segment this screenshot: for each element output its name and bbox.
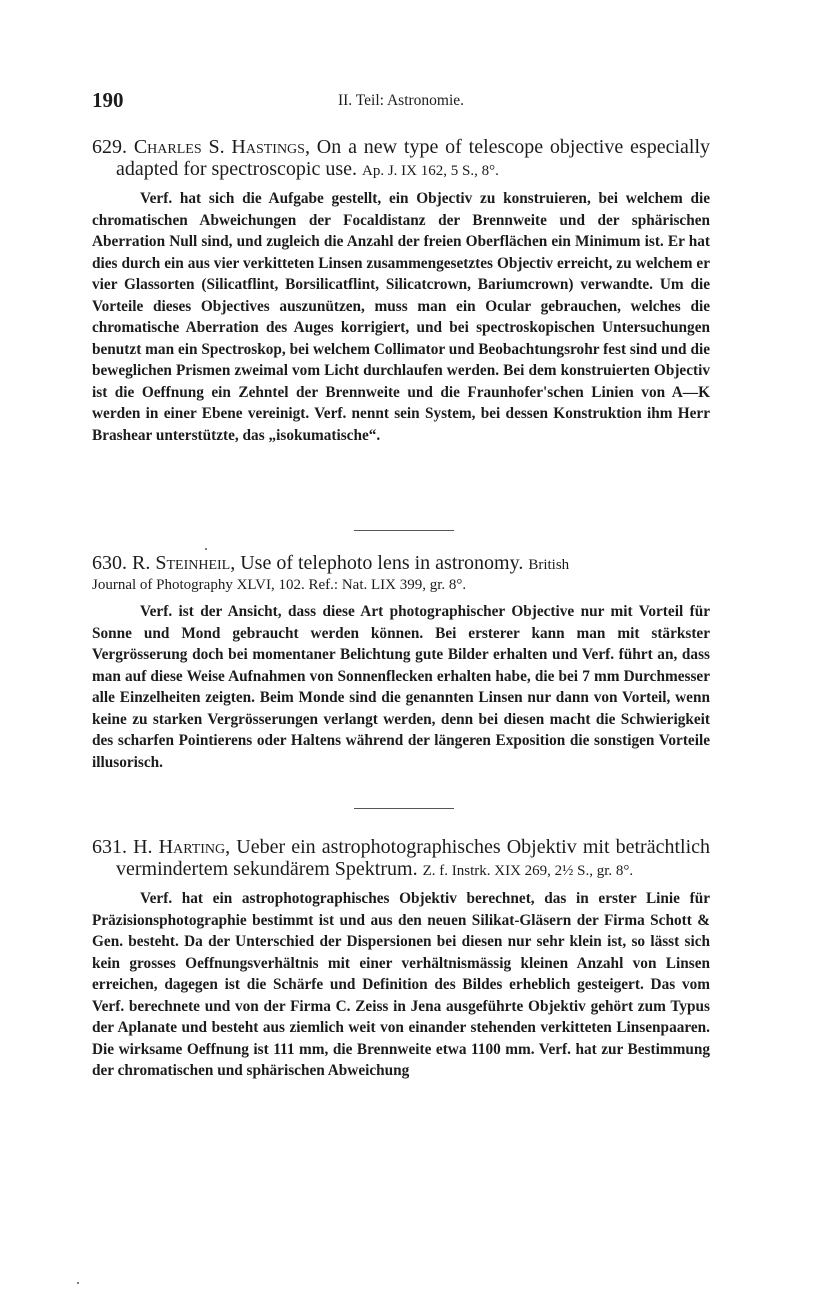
running-head: II. Teil: Astronomie. [337, 92, 465, 109]
entry-title: Use of telephoto lens in astronomy. [240, 552, 524, 574]
entry-title: Ueber ein astrophotographisches Objektiv mit beträchtlich vermindertem sekundärem Spektrum. [116, 836, 710, 880]
entry-630 [92, 552, 710, 773]
entry-heading [92, 552, 710, 595]
print-speck [205, 548, 207, 550]
entry-author: Charles S. Hastings, [133, 136, 310, 158]
print-speck [77, 1282, 79, 1284]
entry-629 [92, 136, 710, 446]
entry-heading [92, 136, 710, 182]
entry-author: H. Harting, [133, 836, 231, 858]
entry-abstract: Verf. hat ein astrophotographisches Objektiv berechnet, das in erster Linie für Präzisionsphotographie bestimmt ist und aus den neuen Silikat-Gläsern der Firma Schott & Gen. besteht. Da der Unterschied der Dispersionen bei diesen nur sehr klein ist, so lässt sich kein grosses Oeffnungsverhältnis mit einer verhältnismässig kleinen Anzahl von Linsen erreichen, dagegen ist die Schärfe und Definition des Bildes erheblich gesteigert. Das vom Verf. berechnete und von der Firma C. Zeiss in Jena ausgeführte Objektiv gehört zum Typus der Aplanate und besteht aus ziemlich weit von einander stehenden verkitteten Linsenpaaren. Die wirksame Oeffnung ist 111 mm, die Brennweite etwa 1100 mm. Verf. hat zur Bestimmung der chromatischen und sphärischen Abweichung [92, 890, 710, 1079]
entry-heading [92, 836, 710, 882]
entry-reference: British [528, 557, 570, 573]
entry-reference: Ap. J. IX 162, 5 S., 8°. [362, 163, 499, 179]
entry-631 [92, 836, 710, 1082]
entry-title: On a new type of telescope objective especially adapted for spectroscopic use. [116, 136, 710, 180]
section-divider [354, 530, 454, 531]
entry-author: R. Steinheil, [132, 552, 236, 574]
entry-number: 630. [92, 552, 127, 574]
entry-abstract: Verf. ist der Ansicht, dass diese Art photographischer Objective nur mit Vorteil für Sonne und Mond gebraucht werden können. Bei ersterer kann man mit stärkster Vergrösserung doch bei momentaner Belichtung gute Bilder erhalten und Verf. führt an, dass man auf diese Weise Aufnahmen von Sonnenflecken erhalten habe, die bei 7 mm Durchmesser alle Einzelheiten zeigten. Beim Monde sind die genannten Linsen nur dann von Vorteil, wenn keine zu starken Vergrösserungen verlangt werden, denn bei diesen macht die Schwierigkeit des scharfen Pointierens oder Haltens während der längeren Exposition die sonstigen Vorteile illusorisch. [92, 603, 710, 771]
page-header [92, 88, 710, 118]
section-divider [354, 808, 454, 809]
entry-sub-reference: Journal of Photography XLVI, 102. Ref.: Nat. LIX 399, gr. 8°. [92, 577, 467, 593]
entry-reference: Z. f. Instrk. XIX 269, 2½ S., gr. 8°. [422, 863, 634, 879]
entry-number: 629. [92, 136, 127, 158]
entry-number: 631. [92, 836, 127, 858]
entry-abstract: Verf. hat sich die Aufgabe gestellt, ein Objectiv zu konstruieren, bei welchem die chromatischen Abweichungen der Focaldistanz der Brennweite und der sphärischen Aberration Null sind, und zugleich die Anzahl der freien Oberflächen ein Minimum ist. Er hat dies durch ein aus vier verkitteten Linsen zusammengesetztes Objectiv erreicht, zu welchem er vier Glassorten (Silicatflint, Borsilicatflint, Silicatcrown, Bariumcrown) verwandte. Um die Vorteile dieses Objectives auszunützen, muss man ein Ocular gebrauchen, welches die chromatische Aberration des Auges korrigiert, und bei spectroskopischen Untersuchungen benutzt man ein Spectroskop, bei welchem Collimator und Beobachtungsrohr fest sind und die beweglichen Prismen zweimal vom Licht durchlaufen werden. Bei dem konstruierten Objectiv ist die Oeffnung ein Zehntel der Brennweite und die Fraunhofer'schen Linien von A—K werden in einer Ebene vereinigt. Verf. nennt sein System, bei dessen Konstruktion ihm Herr Brashear unterstützte, das „isokumatische“. [92, 190, 710, 444]
page-number: 190 [92, 88, 124, 112]
